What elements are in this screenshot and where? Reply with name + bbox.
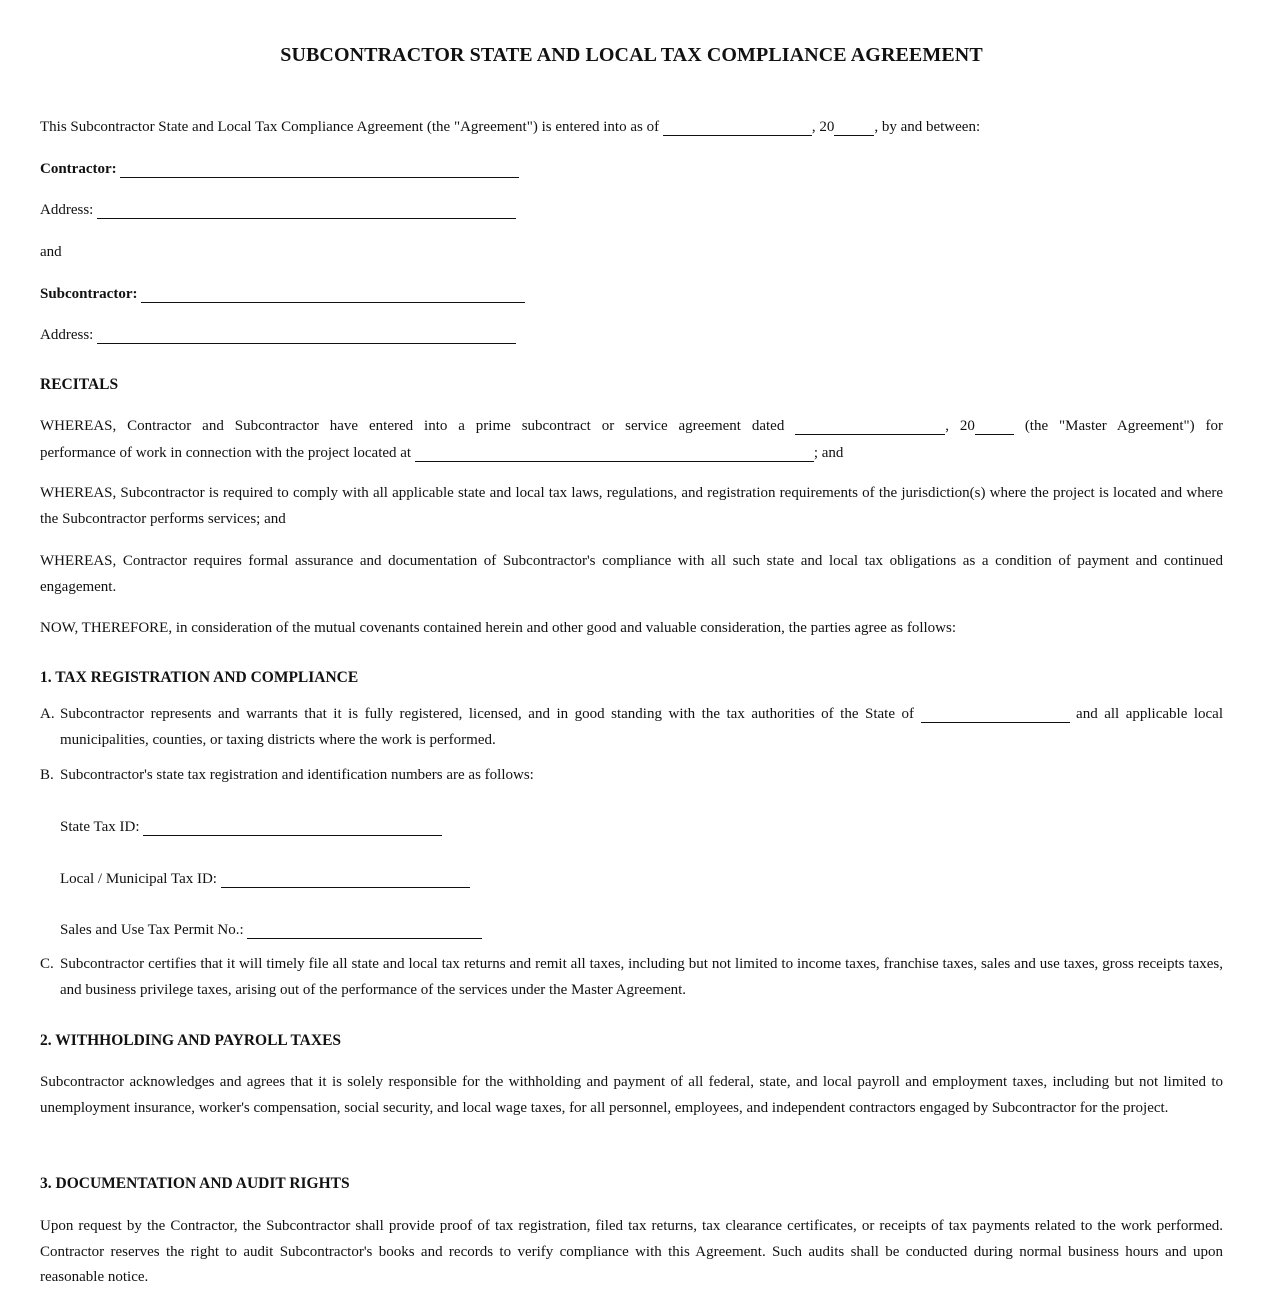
contractor-name-field[interactable] [120,159,519,178]
local-tax-id-row [60,869,470,888]
state-tax-id-label: State Tax ID: [60,819,140,835]
whereas-1-line-2 [40,440,1223,466]
agreement-year-field[interactable] [834,117,874,136]
intro-year-prefix: , 20 [811,119,835,135]
intro-line [40,114,1223,140]
sales-tax-permit-field[interactable] [247,920,482,939]
item-b-marker: B. [40,767,54,783]
section-3-heading: 3. DOCUMENTATION AND AUDIT RIGHTS [40,1175,350,1192]
whereas-1-master-text: (the "Master Agreement") for [1024,418,1224,434]
recitals-heading: RECITALS [40,376,119,393]
section-3-text: Upon request by the Contractor, the Subcontractor shall provide proof of tax registration, filed tax returns, tax clearance certificates, or receipts of tax payments related to the work performed. Contractor reserves the right to audit Subcontractor's books and records to verify compliance with this Agreement. Such audits shall be conducted during normal business hours and upon reasonable notice. [40,1218,1223,1285]
contractor-address-row [40,197,1223,223]
intro-text: This Subcontractor State and Local Tax Compliance Agreement (the "Agreement") is entered into as of [40,119,660,135]
subcontractor-address-label: Address: [40,327,94,343]
section-1-heading: 1. TAX REGISTRATION AND COMPLIANCE [40,669,359,686]
now-therefore: NOW, THEREFORE, in consideration of the mutual covenants contained herein and other good and valuable consideration, the parties agree as follows: [40,620,957,636]
local-tax-id-field[interactable] [221,869,470,888]
section-2-text: Subcontractor acknowledges and agrees that it is solely responsible for the withholding and payment of all federal, state, and local payroll and employment taxes, including but not limited to unemployment insurance, worker's compensation, social security, and local wage taxes, for all personnel, employees, and independent contractors engaged by Subcontractor for the project. [40,1074,1223,1116]
item-c-text: Subcontractor certifies that it will timely file all state and local tax returns and remit all taxes, including but not limited to income taxes, franchise taxes, sales and use taxes, gross receipts taxes, and business privilege taxes, arising out of the performance of the services under the Master Agreement. [60,956,1223,998]
section-2-heading: 2. WITHHOLDING AND PAYROLL TAXES [40,1032,342,1049]
whereas-3: WHEREAS, Contractor requires formal assurance and documentation of Subcontractor's compliance with all such state and local tax obligations as a condition of payment and continued engagement. [40,553,1223,595]
item-b-text: Subcontractor's state tax registration and identification numbers are as follows: [60,767,534,783]
section-1-item-c [40,952,1223,1003]
intro-after: , by and between: [874,119,981,135]
subcontractor-row [40,281,1223,307]
document-title: SUBCONTRACTOR STATE AND LOCAL TAX COMPLIANCE AGREEMENT [280,44,983,66]
contractor-address-field[interactable] [97,200,516,219]
item-c-marker: C. [40,956,54,972]
sales-tax-permit-label: Sales and Use Tax Permit No.: [60,922,244,938]
subcontractor-name-field[interactable] [141,284,525,303]
section-1-item-a [40,702,1223,753]
subcontractor-address-field[interactable] [97,325,516,344]
local-tax-id-label: Local / Municipal Tax ID: [60,871,217,887]
state-tax-id-field[interactable] [143,817,442,836]
sales-tax-permit-row [60,920,482,939]
item-a-marker: A. [40,706,55,722]
whereas-1-text: WHEREAS, Contractor and Subcontractor have entered into a prime subcontract or service agreement dated [40,418,785,434]
contractor-row [40,156,1223,182]
whereas-1-line-1 [40,414,1223,440]
project-location-field[interactable] [415,443,814,462]
whereas-1-project-text: performance of work in connection with the project located at [40,445,412,461]
and-text: and [40,244,62,260]
state-tax-id-row [60,817,442,836]
item-a-text-before: Subcontractor represents and warrants that it is fully registered, licensed, and in good standing with the tax authorities of the State of [60,706,915,722]
master-agreement-year-field[interactable] [975,416,1014,435]
state-name-field[interactable] [921,704,1070,723]
whereas-1-year-prefix: , 20 [945,418,975,434]
section-1-item-b [40,763,1223,789]
contractor-address-label: Address: [40,202,94,218]
item-a-text-after: and all applicable local municipalities, counties, or taxing districts where the work is performed. [60,706,1224,748]
subcontractor-label: Subcontractor: [40,286,138,302]
agreement-date-field[interactable] [663,117,812,136]
whereas-1-end: ; and [813,445,844,461]
master-agreement-date-field[interactable] [795,416,945,435]
subcontractor-address-row [40,322,1223,348]
contractor-label: Contractor: [40,161,117,177]
whereas-2: WHEREAS, Subcontractor is required to comply with all applicable state and local tax laws, regulations, and registration requirements of the jurisdiction(s) where the project is located and where the Subcontractor performs services; and [40,485,1223,527]
